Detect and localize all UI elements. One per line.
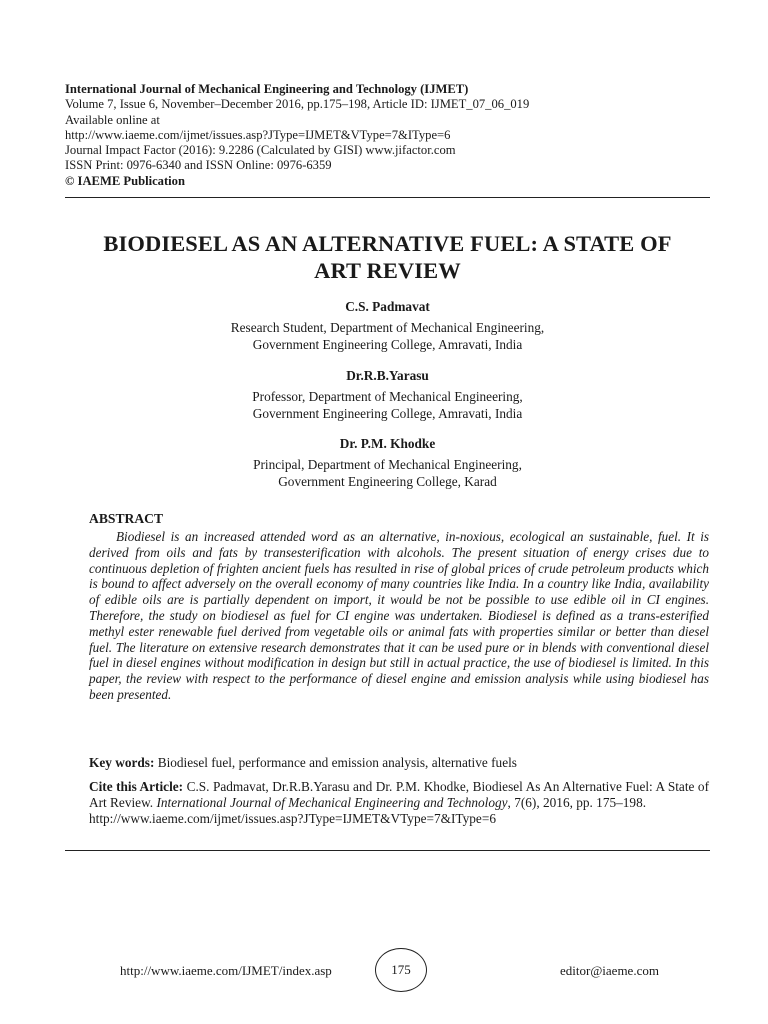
author-affiliation-line-2: Government Engineering College, Amravati, India [252, 406, 523, 421]
abstract-body: Biodiesel is an increased attended word as an alternative, in-noxious, ecological an sustainable, fuel. It is derived from oils and fats by transesterification with alcohols. The present situation of energy crises due to continuous depletion of frighten ancient fuels has resulted in rise of global prices of crude petroleum products which is bound to affect adversely on the overall economy of many countries like India. In a country like India, availability of edible oils are is partially dependent on import, it would be not be possible to use edible oil in CI engines. Therefore, the study on biodiesel as fuel for CI engine was undertaken. Biodiesel is defined as a trans-esterified methyl ester renewable fuel derived from vegetable oils or animal fats with properties similar or better than diesel fuel. The literature on extensive research demonstrates that it can be used pure or in blends with conventional diesel fuel in diesel engines without modification in design but still in actual practice, the use of biodiesel is limited. In this paper, the review with respect to the performance of diesel engine and emission analysis while using biodiesel has been presented. [89, 529, 709, 702]
keywords-text: Biodiesel fuel, performance and emission analysis, alternative fuels [154, 755, 517, 770]
author-block-2 [65, 367, 710, 422]
cite-volume: , 7(6), 2016, pp. 175–198. [507, 794, 647, 810]
title-line-2: ART REVIEW [314, 258, 461, 283]
author-affiliation-line-2: Government Engineering College, Amravati, India [252, 337, 523, 352]
cite-text: C.S. Padmavat, Dr.R.B.Yarasu and Dr. P.M. Khodke, Biodiesel As An Alternative Fuel: A State of Art Review. [89, 779, 709, 810]
paper-title [60, 230, 715, 284]
page-number-badge [375, 948, 427, 992]
cite-journal: International Journal of Mechanical Engineering and Technology [156, 794, 508, 810]
author-affiliation-line-1: Principal, Department of Mechanical Engineering, [253, 457, 522, 472]
cite-url[interactable]: http://www.iaeme.com/ijmet/issues.asp?JType=IJMET&VType=7&IType=6 [89, 810, 496, 826]
publisher-line: © IAEME Publication [65, 173, 185, 188]
footer-url[interactable]: http://www.iaeme.com/IJMET/index.asp [120, 963, 332, 978]
impact-factor: Journal Impact Factor (2016): 9.2286 (Calculated by GISI) www.jifactor.com [65, 143, 456, 158]
citation-block [89, 779, 709, 827]
abstract-heading: ABSTRACT [89, 511, 164, 526]
author-affiliation-line-1: Professor, Department of Mechanical Engineering, [252, 389, 523, 404]
citation-divider [65, 850, 710, 851]
author-name: Dr.R.B.Yarasu [346, 368, 429, 383]
author-name: C.S. Padmavat [345, 299, 430, 314]
title-line-1: BIODIESEL AS AN ALTERNATIVE FUEL: A STATE OF [103, 231, 672, 256]
volume-line: Volume 7, Issue 6, November–December 2016, pp.175–198, Article ID: IJMET_07_06_019 [65, 97, 530, 112]
author-block-3 [65, 435, 710, 490]
author-name: Dr. P.M. Khodke [339, 436, 436, 451]
author-affiliation-line-1: Research Student, Department of Mechanical Engineering, [230, 320, 545, 335]
keywords-line [89, 755, 709, 771]
issue-url[interactable]: http://www.iaeme.com/ijmet/issues.asp?JType=IJMET&VType=7&IType=6 [65, 127, 451, 142]
available-online-label: Available online at [65, 112, 160, 127]
issn-line: ISSN Print: 0976-6340 and ISSN Online: 0976-6359 [65, 158, 332, 173]
footer-email[interactable]: editor@iaeme.com [560, 963, 659, 978]
keywords-label: Key words: [89, 755, 155, 770]
journal-name: International Journal of Mechanical Engineering and Technology (IJMET) [65, 82, 469, 96]
header-divider [65, 197, 710, 198]
author-affiliation-line-2: Government Engineering College, Karad [278, 474, 497, 489]
author-block-1 [65, 298, 710, 353]
cite-label: Cite this Article: [89, 779, 184, 794]
page-number: 175 [391, 962, 411, 977]
journal-header [65, 82, 710, 189]
